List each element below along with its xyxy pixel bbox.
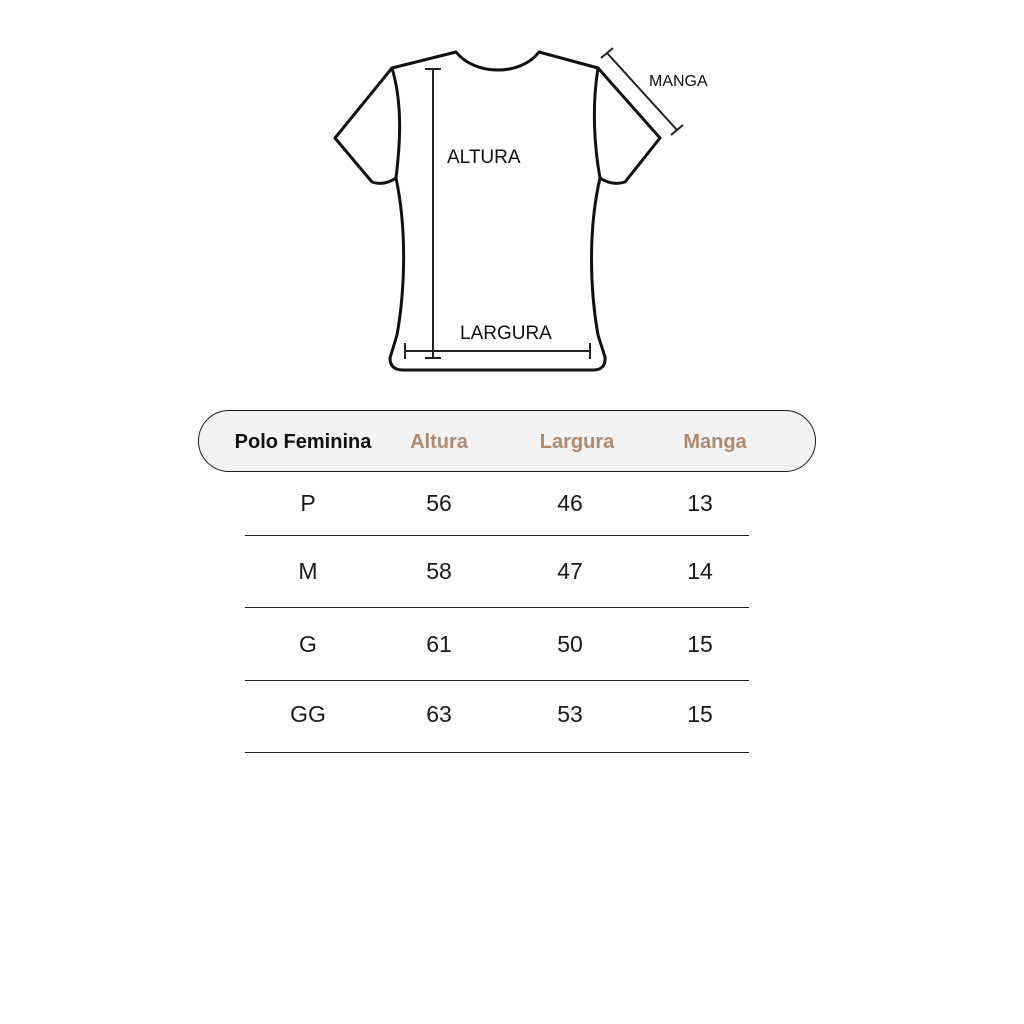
column-header-manga: Manga	[683, 431, 747, 453]
size-cell: G	[299, 631, 317, 657]
size-cell: M	[298, 558, 318, 584]
altura-cell: 58	[426, 558, 452, 584]
largura-cell: 50	[557, 631, 583, 657]
sleeve-label: MANGA	[649, 73, 708, 90]
column-header-altura: Altura	[410, 431, 468, 453]
largura-cell: 47	[557, 558, 583, 584]
manga-cell: 14	[687, 558, 713, 584]
row-divider	[245, 680, 749, 681]
height-label: ALTURA	[447, 147, 521, 168]
largura-cell: 53	[557, 701, 583, 727]
row-divider	[245, 535, 749, 536]
sleeve-measure-line	[601, 48, 683, 135]
row-divider	[245, 607, 749, 608]
row-divider	[245, 752, 749, 753]
manga-cell: 13	[687, 490, 713, 516]
largura-cell: 46	[557, 490, 583, 516]
column-header-largura: Largura	[539, 431, 615, 453]
table-title: Polo Feminina	[234, 431, 372, 453]
height-measure-line	[425, 69, 441, 358]
size-cell: GG	[290, 701, 326, 727]
altura-cell: 61	[426, 631, 452, 657]
altura-cell: 56	[426, 490, 452, 516]
size-table-header	[198, 410, 816, 472]
tshirt-measurement-diagram	[0, 0, 1024, 400]
size-cell: P	[300, 490, 316, 516]
altura-cell: 63	[426, 701, 452, 727]
manga-cell: 15	[687, 701, 713, 727]
width-label: LARGURA	[460, 323, 552, 344]
manga-cell: 15	[687, 631, 713, 657]
